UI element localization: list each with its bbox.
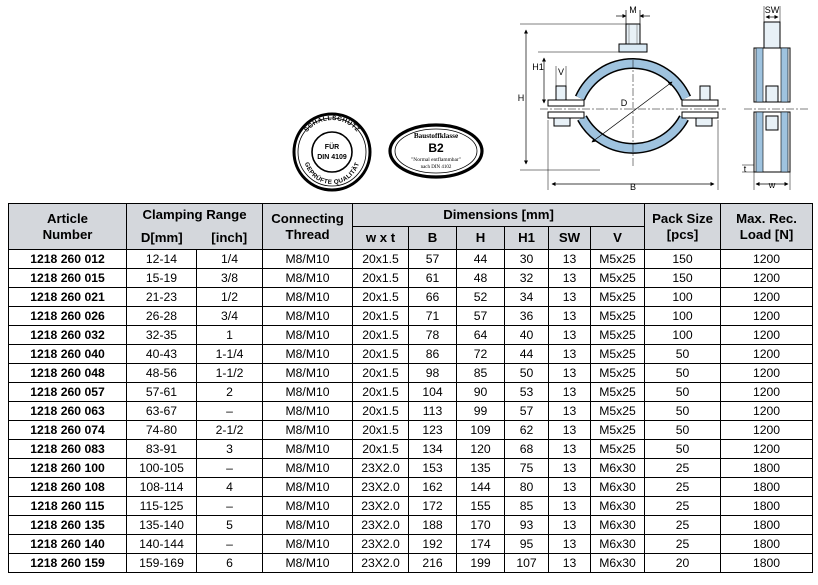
cell-dim-h: 174 bbox=[457, 535, 505, 554]
cell-dim-sw: 13 bbox=[549, 535, 591, 554]
header-clamp-inch: [inch] bbox=[197, 227, 263, 250]
cell-pack-size: 50 bbox=[645, 364, 721, 383]
cell-wxt: 20x1.5 bbox=[353, 402, 409, 421]
cell-dim-sw: 13 bbox=[549, 326, 591, 345]
cell-wxt: 23X2.0 bbox=[353, 554, 409, 573]
cell-connecting-thread: M8/M10 bbox=[263, 421, 353, 440]
cell-dim-v: M5x25 bbox=[591, 250, 645, 269]
cell-dim-sw: 13 bbox=[549, 459, 591, 478]
cell-dim-h: 72 bbox=[457, 345, 505, 364]
cell-wxt: 20x1.5 bbox=[353, 440, 409, 459]
cell-max-load: 1200 bbox=[721, 440, 813, 459]
cell-dim-h: 99 bbox=[457, 402, 505, 421]
cell-dim-h1: 44 bbox=[505, 345, 549, 364]
cell-article-number: 1218 260 115 bbox=[9, 497, 127, 516]
cell-dim-v: M5x25 bbox=[591, 440, 645, 459]
header-load-line2: Load [N] bbox=[739, 226, 794, 242]
badges-svg bbox=[290, 112, 490, 192]
cell-pack-size: 150 bbox=[645, 269, 721, 288]
cell-dim-h1: 95 bbox=[505, 535, 549, 554]
cell-max-load: 1800 bbox=[721, 516, 813, 535]
cell-clamp-mm: 57-61 bbox=[127, 383, 197, 402]
cell-clamp-mm: 83-91 bbox=[127, 440, 197, 459]
cell-connecting-thread: M8/M10 bbox=[263, 364, 353, 383]
cell-dim-v: M5x25 bbox=[591, 269, 645, 288]
schallschutz-seal bbox=[294, 114, 370, 190]
cell-dim-v: M5x25 bbox=[591, 345, 645, 364]
header-v: V bbox=[591, 227, 645, 250]
cell-article-number: 1218 260 057 bbox=[9, 383, 127, 402]
table-row bbox=[9, 516, 813, 535]
seal-ring-bottom-text: GEPRÜFTE QUALITÄT bbox=[302, 161, 362, 187]
cell-dim-h: 199 bbox=[457, 554, 505, 573]
cell-max-load: 1200 bbox=[721, 307, 813, 326]
table-row bbox=[9, 250, 813, 269]
label-h1: H1 bbox=[532, 62, 544, 72]
cell-pack-size: 25 bbox=[645, 497, 721, 516]
label-d: D bbox=[620, 98, 628, 108]
cell-wxt: 23X2.0 bbox=[353, 497, 409, 516]
cell-dim-v: M6x30 bbox=[591, 516, 645, 535]
table-row bbox=[9, 326, 813, 345]
table-row bbox=[9, 307, 813, 326]
cell-dim-b: 57 bbox=[409, 250, 457, 269]
cell-dim-h: 144 bbox=[457, 478, 505, 497]
cell-dim-h: 155 bbox=[457, 497, 505, 516]
specification-table bbox=[8, 203, 813, 573]
cell-clamp-mm: 63-67 bbox=[127, 402, 197, 421]
cell-pack-size: 50 bbox=[645, 421, 721, 440]
cell-pack-size: 100 bbox=[645, 288, 721, 307]
cell-pack-size: 50 bbox=[645, 440, 721, 459]
label-b: B bbox=[629, 182, 637, 192]
cell-dim-b: 104 bbox=[409, 383, 457, 402]
header-sw: SW bbox=[549, 227, 591, 250]
cell-article-number: 1218 260 135 bbox=[9, 516, 127, 535]
cell-dim-b: 162 bbox=[409, 478, 457, 497]
cell-dim-sw: 13 bbox=[549, 250, 591, 269]
cell-article-number: 1218 260 140 bbox=[9, 535, 127, 554]
baustoff-class: B2 bbox=[428, 141, 444, 155]
cell-article-number: 1218 260 108 bbox=[9, 478, 127, 497]
cell-max-load: 1200 bbox=[721, 345, 813, 364]
cell-dim-v: M5x25 bbox=[591, 364, 645, 383]
cell-dim-h: 109 bbox=[457, 421, 505, 440]
table-header-row-1 bbox=[9, 204, 813, 227]
cell-dim-b: 61 bbox=[409, 269, 457, 288]
cell-wxt: 20x1.5 bbox=[353, 307, 409, 326]
table-row bbox=[9, 269, 813, 288]
cell-wxt: 20x1.5 bbox=[353, 326, 409, 345]
cell-dim-b: 98 bbox=[409, 364, 457, 383]
cell-clamp-mm: 100-105 bbox=[127, 459, 197, 478]
cell-dim-h1: 80 bbox=[505, 478, 549, 497]
cell-dim-b: 86 bbox=[409, 345, 457, 364]
cell-dim-h: 90 bbox=[457, 383, 505, 402]
baustoff-line4: nach DIN 4102 bbox=[420, 165, 452, 170]
header-article-number bbox=[9, 204, 127, 250]
label-sw: SW bbox=[764, 5, 780, 15]
cell-dim-v: M5x25 bbox=[591, 383, 645, 402]
cell-clamp-inch: 3 bbox=[197, 440, 263, 459]
cell-connecting-thread: M8/M10 bbox=[263, 459, 353, 478]
cell-dim-v: M6x30 bbox=[591, 497, 645, 516]
cell-max-load: 1200 bbox=[721, 250, 813, 269]
cell-connecting-thread: M8/M10 bbox=[263, 383, 353, 402]
cell-dim-h: 48 bbox=[457, 269, 505, 288]
table-row bbox=[9, 364, 813, 383]
cell-connecting-thread: M8/M10 bbox=[263, 516, 353, 535]
cell-dim-b: 192 bbox=[409, 535, 457, 554]
cell-dim-v: M5x25 bbox=[591, 421, 645, 440]
table-row bbox=[9, 459, 813, 478]
cell-dim-h: 57 bbox=[457, 307, 505, 326]
cell-clamp-mm: 32-35 bbox=[127, 326, 197, 345]
cell-clamp-mm: 140-144 bbox=[127, 535, 197, 554]
cell-dim-h1: 68 bbox=[505, 440, 549, 459]
cell-clamp-mm: 40-43 bbox=[127, 345, 197, 364]
cell-article-number: 1218 260 063 bbox=[9, 402, 127, 421]
cell-dim-h: 170 bbox=[457, 516, 505, 535]
cell-dim-sw: 13 bbox=[549, 307, 591, 326]
cell-article-number: 1218 260 012 bbox=[9, 250, 127, 269]
label-m: M bbox=[629, 5, 637, 15]
cell-dim-h1: 53 bbox=[505, 383, 549, 402]
cell-dim-h1: 93 bbox=[505, 516, 549, 535]
cell-wxt: 20x1.5 bbox=[353, 288, 409, 307]
table-row bbox=[9, 288, 813, 307]
label-v: V bbox=[557, 67, 565, 77]
cell-article-number: 1218 260 083 bbox=[9, 440, 127, 459]
cell-connecting-thread: M8/M10 bbox=[263, 250, 353, 269]
cell-dim-h1: 32 bbox=[505, 269, 549, 288]
cell-clamp-inch: 4 bbox=[197, 478, 263, 497]
cell-max-load: 1200 bbox=[721, 269, 813, 288]
header-connecting-line1: Connecting bbox=[271, 210, 344, 226]
cell-clamp-inch: – bbox=[197, 497, 263, 516]
cell-clamp-inch: 3/4 bbox=[197, 307, 263, 326]
cell-wxt: 20x1.5 bbox=[353, 345, 409, 364]
baustoffklasse-badge bbox=[390, 125, 482, 177]
cell-clamp-inch: 1/2 bbox=[197, 288, 263, 307]
cell-clamp-inch: 1-1/4 bbox=[197, 345, 263, 364]
cell-connecting-thread: M8/M10 bbox=[263, 288, 353, 307]
cell-connecting-thread: M8/M10 bbox=[263, 554, 353, 573]
cell-dim-b: 216 bbox=[409, 554, 457, 573]
cell-max-load: 1200 bbox=[721, 402, 813, 421]
cell-dim-v: M5x25 bbox=[591, 288, 645, 307]
cell-dim-b: 78 bbox=[409, 326, 457, 345]
cell-max-load: 1800 bbox=[721, 554, 813, 573]
header-clamping-range: Clamping Range bbox=[127, 204, 263, 227]
cell-dim-v: M6x30 bbox=[591, 535, 645, 554]
cell-clamp-inch: 1-1/2 bbox=[197, 364, 263, 383]
cell-dim-h: 64 bbox=[457, 326, 505, 345]
header-wxt: w x t bbox=[353, 227, 409, 250]
cell-max-load: 1800 bbox=[721, 497, 813, 516]
cell-pack-size: 25 bbox=[645, 535, 721, 554]
cell-clamp-mm: 115-125 bbox=[127, 497, 197, 516]
table-row bbox=[9, 383, 813, 402]
pipe-clamp-side-drawing bbox=[740, 0, 815, 198]
cell-article-number: 1218 260 026 bbox=[9, 307, 127, 326]
cell-dim-b: 172 bbox=[409, 497, 457, 516]
cell-clamp-inch: 1/4 bbox=[197, 250, 263, 269]
cell-dim-b: 113 bbox=[409, 402, 457, 421]
header-max-load bbox=[721, 204, 813, 250]
cell-article-number: 1218 260 100 bbox=[9, 459, 127, 478]
header-load-line1: Max. Rec. bbox=[736, 210, 797, 226]
cell-article-number: 1218 260 032 bbox=[9, 326, 127, 345]
cell-article-number: 1218 260 048 bbox=[9, 364, 127, 383]
cell-pack-size: 100 bbox=[645, 307, 721, 326]
header-connecting-thread bbox=[263, 204, 353, 250]
header-h1: H1 bbox=[505, 227, 549, 250]
table-body bbox=[9, 250, 813, 573]
seal-center-top: FÜR bbox=[324, 144, 340, 151]
cell-article-number: 1218 260 015 bbox=[9, 269, 127, 288]
cell-pack-size: 50 bbox=[645, 345, 721, 364]
cell-connecting-thread: M8/M10 bbox=[263, 307, 353, 326]
cell-clamp-mm: 12-14 bbox=[127, 250, 197, 269]
cell-wxt: 20x1.5 bbox=[353, 364, 409, 383]
cell-clamp-inch: – bbox=[197, 402, 263, 421]
cell-dim-sw: 13 bbox=[549, 516, 591, 535]
cell-dim-b: 188 bbox=[409, 516, 457, 535]
pipe-clamp-front-drawing bbox=[510, 0, 735, 198]
table-row bbox=[9, 402, 813, 421]
cell-dim-h1: 30 bbox=[505, 250, 549, 269]
table-row bbox=[9, 554, 813, 573]
cell-connecting-thread: M8/M10 bbox=[263, 326, 353, 345]
cell-clamp-inch: 2-1/2 bbox=[197, 421, 263, 440]
cell-wxt: 23X2.0 bbox=[353, 516, 409, 535]
cell-dim-v: M6x30 bbox=[591, 554, 645, 573]
cell-connecting-thread: M8/M10 bbox=[263, 478, 353, 497]
cell-wxt: 20x1.5 bbox=[353, 250, 409, 269]
cell-clamp-inch: 5 bbox=[197, 516, 263, 535]
cell-clamp-mm: 15-19 bbox=[127, 269, 197, 288]
header-pack-line1: Pack Size bbox=[652, 210, 713, 226]
label-w: w bbox=[768, 180, 776, 190]
cell-article-number: 1218 260 159 bbox=[9, 554, 127, 573]
header-article-line1: Article bbox=[46, 210, 89, 226]
certification-badges bbox=[290, 112, 490, 192]
cell-dim-h1: 85 bbox=[505, 497, 549, 516]
cell-max-load: 1200 bbox=[721, 326, 813, 345]
seal-ring-top-text: SCHALLSCHUTZ bbox=[303, 114, 361, 134]
cell-wxt: 23X2.0 bbox=[353, 459, 409, 478]
cell-clamp-mm: 74-80 bbox=[127, 421, 197, 440]
cell-clamp-inch: – bbox=[197, 535, 263, 554]
cell-pack-size: 50 bbox=[645, 402, 721, 421]
cell-max-load: 1800 bbox=[721, 535, 813, 554]
cell-dim-sw: 13 bbox=[549, 497, 591, 516]
cell-dim-h: 85 bbox=[457, 364, 505, 383]
cell-dim-h: 44 bbox=[457, 250, 505, 269]
table-row bbox=[9, 497, 813, 516]
cell-max-load: 1200 bbox=[721, 288, 813, 307]
cell-pack-size: 150 bbox=[645, 250, 721, 269]
cell-pack-size: 50 bbox=[645, 383, 721, 402]
header-article-line2: Number bbox=[42, 226, 93, 242]
cell-dim-sw: 13 bbox=[549, 478, 591, 497]
cell-dim-h1: 34 bbox=[505, 288, 549, 307]
cell-dim-sw: 13 bbox=[549, 364, 591, 383]
cell-dim-v: M5x25 bbox=[591, 402, 645, 421]
cell-dim-sw: 13 bbox=[549, 402, 591, 421]
header-b: B bbox=[409, 227, 457, 250]
cell-max-load: 1800 bbox=[721, 478, 813, 497]
cell-wxt: 20x1.5 bbox=[353, 269, 409, 288]
table-row bbox=[9, 440, 813, 459]
cell-dim-b: 153 bbox=[409, 459, 457, 478]
cell-dim-v: M6x30 bbox=[591, 459, 645, 478]
cell-article-number: 1218 260 074 bbox=[9, 421, 127, 440]
cell-clamp-mm: 159-169 bbox=[127, 554, 197, 573]
header-h: H bbox=[457, 227, 505, 250]
cell-dim-sw: 13 bbox=[549, 345, 591, 364]
cell-dim-sw: 13 bbox=[549, 421, 591, 440]
table-row bbox=[9, 345, 813, 364]
cell-dim-h1: 107 bbox=[505, 554, 549, 573]
cell-clamp-mm: 108-114 bbox=[127, 478, 197, 497]
header-pack-size bbox=[645, 204, 721, 250]
cell-clamp-mm: 21-23 bbox=[127, 288, 197, 307]
cell-clamp-inch: 6 bbox=[197, 554, 263, 573]
side-drawing-svg bbox=[740, 0, 815, 198]
cell-dim-v: M5x25 bbox=[591, 326, 645, 345]
header-pack-line2: [pcs] bbox=[666, 226, 699, 242]
cell-dim-h: 120 bbox=[457, 440, 505, 459]
cell-pack-size: 100 bbox=[645, 326, 721, 345]
header-connecting-line2: Thread bbox=[285, 226, 330, 242]
cell-connecting-thread: M8/M10 bbox=[263, 269, 353, 288]
front-drawing-svg bbox=[510, 0, 735, 198]
cell-pack-size: 25 bbox=[645, 459, 721, 478]
cell-dim-b: 66 bbox=[409, 288, 457, 307]
table-row bbox=[9, 535, 813, 554]
label-h: H bbox=[517, 93, 525, 103]
cell-connecting-thread: M8/M10 bbox=[263, 535, 353, 554]
cell-max-load: 1200 bbox=[721, 383, 813, 402]
cell-dim-h1: 75 bbox=[505, 459, 549, 478]
cell-wxt: 20x1.5 bbox=[353, 383, 409, 402]
cell-clamp-inch: – bbox=[197, 459, 263, 478]
cell-article-number: 1218 260 021 bbox=[9, 288, 127, 307]
cell-pack-size: 25 bbox=[645, 478, 721, 497]
baustoff-line1: Baustoffklasse bbox=[413, 132, 459, 140]
cell-pack-size: 20 bbox=[645, 554, 721, 573]
cell-dim-h: 52 bbox=[457, 288, 505, 307]
cell-clamp-mm: 135-140 bbox=[127, 516, 197, 535]
cell-wxt: 23X2.0 bbox=[353, 535, 409, 554]
cell-dim-h1: 62 bbox=[505, 421, 549, 440]
cell-clamp-inch: 3/8 bbox=[197, 269, 263, 288]
label-t: t bbox=[743, 164, 747, 174]
cell-dim-h1: 40 bbox=[505, 326, 549, 345]
cell-clamp-inch: 2 bbox=[197, 383, 263, 402]
cell-dim-h1: 50 bbox=[505, 364, 549, 383]
cell-clamp-inch: 1 bbox=[197, 326, 263, 345]
cell-dim-sw: 13 bbox=[549, 383, 591, 402]
cell-dim-b: 71 bbox=[409, 307, 457, 326]
cell-dim-h1: 57 bbox=[505, 402, 549, 421]
cell-clamp-mm: 48-56 bbox=[127, 364, 197, 383]
table-row bbox=[9, 478, 813, 497]
baustoff-line3: "Normal entflammbar" bbox=[411, 157, 461, 163]
cell-wxt: 20x1.5 bbox=[353, 421, 409, 440]
seal-center-bottom: DIN 4109 bbox=[317, 154, 347, 161]
cell-clamp-mm: 26-28 bbox=[127, 307, 197, 326]
cell-max-load: 1200 bbox=[721, 364, 813, 383]
cell-max-load: 1200 bbox=[721, 421, 813, 440]
cell-pack-size: 25 bbox=[645, 516, 721, 535]
cell-dim-sw: 13 bbox=[549, 440, 591, 459]
header-clamp-mm: D[mm] bbox=[127, 227, 197, 250]
cell-dim-v: M6x30 bbox=[591, 478, 645, 497]
cell-connecting-thread: M8/M10 bbox=[263, 440, 353, 459]
cell-dim-v: M5x25 bbox=[591, 307, 645, 326]
cell-dim-b: 123 bbox=[409, 421, 457, 440]
cell-connecting-thread: M8/M10 bbox=[263, 402, 353, 421]
cell-dim-h1: 36 bbox=[505, 307, 549, 326]
table-row bbox=[9, 421, 813, 440]
cell-dim-sw: 13 bbox=[549, 288, 591, 307]
cell-dim-sw: 13 bbox=[549, 554, 591, 573]
cell-dim-sw: 13 bbox=[549, 269, 591, 288]
header-dimensions: Dimensions [mm] bbox=[353, 204, 645, 227]
cell-article-number: 1218 260 040 bbox=[9, 345, 127, 364]
cell-wxt: 23X2.0 bbox=[353, 478, 409, 497]
cell-dim-b: 134 bbox=[409, 440, 457, 459]
cell-connecting-thread: M8/M10 bbox=[263, 345, 353, 364]
cell-max-load: 1800 bbox=[721, 459, 813, 478]
cell-connecting-thread: M8/M10 bbox=[263, 497, 353, 516]
cell-dim-h: 135 bbox=[457, 459, 505, 478]
